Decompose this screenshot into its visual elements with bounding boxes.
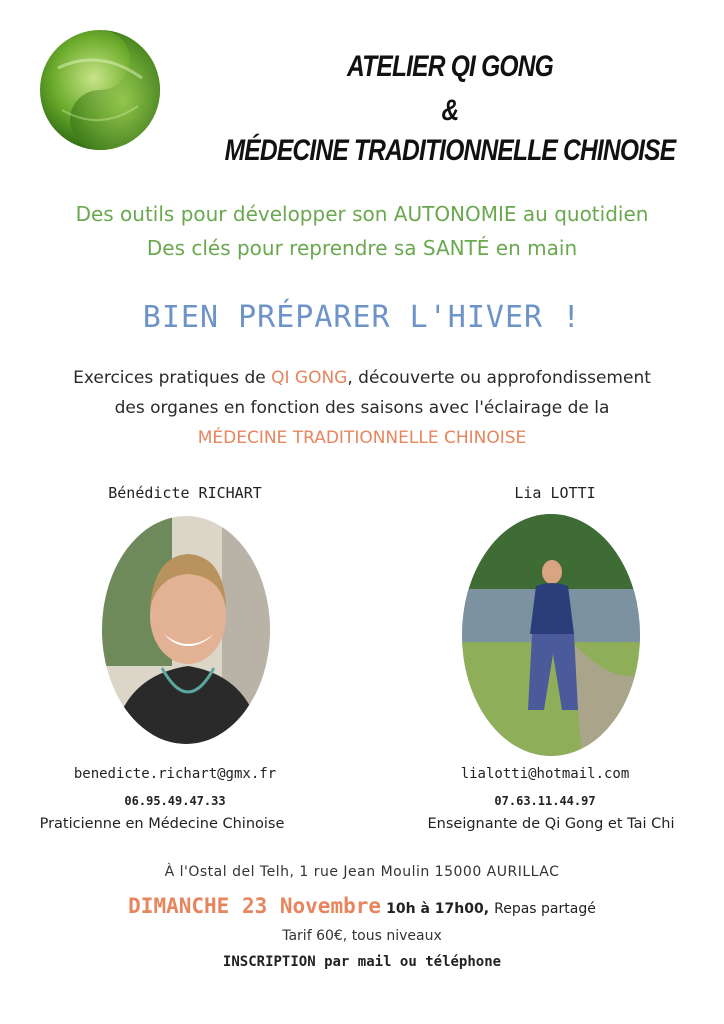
event-registration: INSCRIPTION par mail ou téléphone: [222, 954, 502, 970]
person-name-1: Bénédicte RICHART: [108, 484, 262, 502]
headline: BIEN PRÉPARER L'HIVER !: [142, 300, 582, 335]
event-price: Tarif 60€, tous niveaux: [282, 928, 442, 944]
event-date-line: [0, 894, 724, 918]
photo-benedicte: [102, 516, 270, 744]
title-line-1: ATELIER QI GONG: [347, 50, 553, 83]
tagline-2: Des clés pour reprendre sa SANTÉ en main: [146, 236, 578, 260]
role-lia: Enseignante de Qi Gong et Tai Chi: [427, 816, 675, 832]
title-line-3: MÉDECINE TRADITIONNELLE CHINOISE: [224, 134, 676, 167]
email-benedicte[interactable]: benedicte.richart@gmx.fr: [73, 766, 277, 782]
email-lia[interactable]: lialotti@hotmail.com: [460, 766, 630, 782]
phone-lia[interactable]: 07.63.11.44.97: [494, 794, 596, 808]
description-line-2: des organes en fonction des saisons avec l'éclairage de la: [114, 398, 610, 418]
description-text: Exercices pratiques de: [73, 368, 272, 388]
photo-lia: [462, 514, 640, 756]
description-highlight: QI GONG: [271, 368, 348, 388]
role-benedicte: Praticienne en Médecine Chinoise: [39, 816, 285, 832]
event-meal: Repas partagé: [494, 901, 596, 917]
person-name-2: Lia LOTTI: [514, 484, 596, 502]
yin-yang-logo: [38, 28, 162, 152]
event-date: DIMANCHE 23 Novembre: [128, 894, 382, 918]
description-line-3: MÉDECINE TRADITIONNELLE CHINOISE: [197, 428, 527, 448]
description-line-1: [20, 368, 704, 388]
event-address: À l'Ostal del Telh, 1 rue Jean Moulin 15000 AURILLAC: [164, 864, 560, 880]
title-ampersand: &: [441, 94, 459, 127]
event-hours: 10h à 17h00,: [386, 901, 490, 917]
phone-benedicte[interactable]: 06.95.49.47.33: [124, 794, 226, 808]
tagline-1: Des outils pour développer son AUTONOMIE au quotidien: [75, 202, 649, 226]
description-text: , découverte ou approfondissement: [347, 368, 651, 388]
